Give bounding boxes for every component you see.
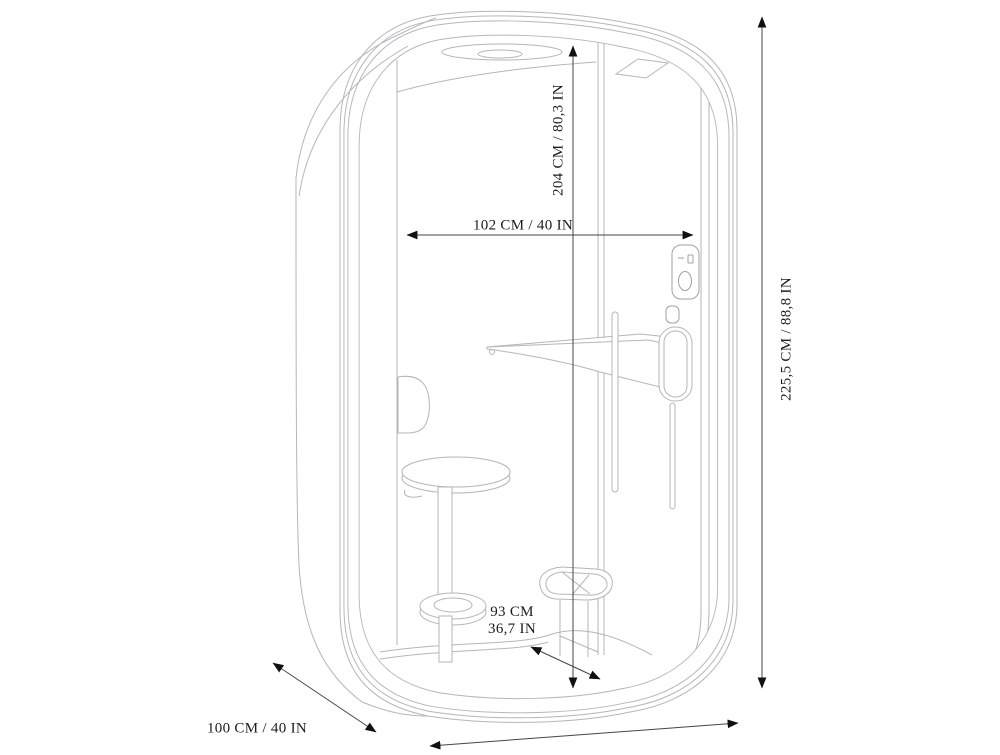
interior-width-label: 102 CM / 40 IN — [472, 217, 574, 234]
ceiling-vent — [616, 59, 668, 78]
floor-seam — [560, 636, 598, 652]
stool-footring-hole — [434, 598, 472, 612]
booth-interior — [380, 40, 709, 706]
footrest-column — [560, 600, 588, 657]
table-tip-detail — [490, 350, 495, 355]
stool-seat-tab — [404, 490, 422, 497]
control-panel-button — [679, 272, 692, 291]
side-panel-left-edge — [296, 178, 428, 716]
control-panel-indicator — [688, 255, 693, 263]
door-handle-rod — [612, 312, 618, 492]
table-height-label-in: 36,7 IN — [488, 621, 536, 637]
control-panel — [672, 245, 699, 299]
stool-seat-top — [402, 457, 510, 487]
dimension-line-table-height — [531, 647, 600, 679]
door-pull-handle — [666, 306, 679, 323]
stool-lower-column — [439, 616, 452, 662]
exterior-height-label: 225,5 CM / 88,8 IN — [778, 277, 795, 401]
interior-height-label: 204 CM / 80,3 IN — [550, 84, 567, 196]
door-strut-rod — [670, 403, 675, 509]
stool-column — [438, 487, 452, 601]
footprint-depth-label: 100 CM / 40 IN — [206, 720, 308, 737]
table-height-label-cm: 93 CM — [490, 603, 534, 620]
table-height-label — [488, 604, 536, 639]
dimension-line-bottom-front — [430, 723, 738, 746]
table-top — [487, 334, 668, 389]
wall-table — [487, 327, 692, 401]
stool-backrest — [398, 376, 429, 433]
side-panel-roof-edge — [296, 18, 436, 178]
ceiling-light-inner — [478, 50, 522, 58]
footrest-table — [540, 567, 613, 657]
